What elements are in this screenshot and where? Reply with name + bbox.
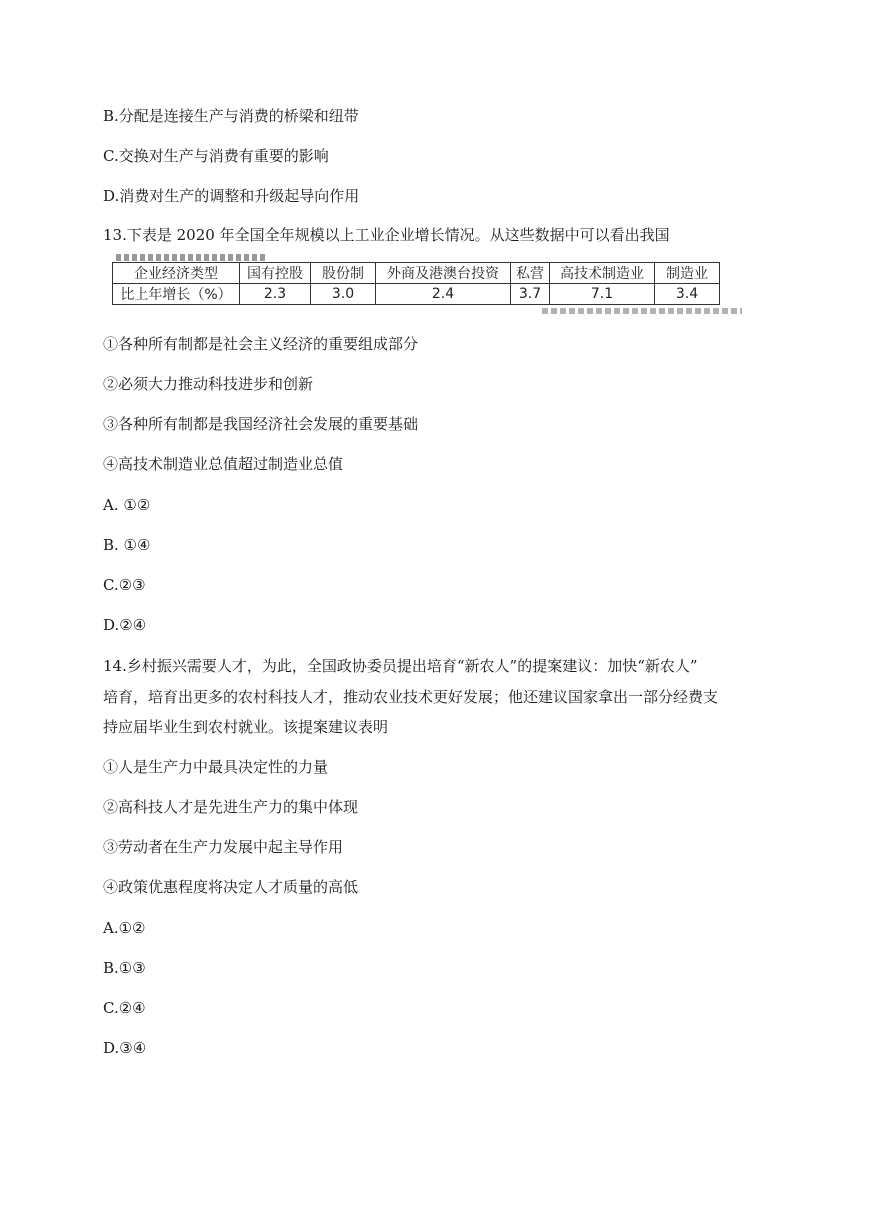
question-14-stem-line-3: 持应届毕业生到农村就业。该提案建议表明 — [103, 718, 389, 736]
table-cell: 3.0 — [311, 284, 376, 305]
option-c-line: C.交换对生产与消费有重要的影响 — [103, 147, 329, 165]
table-cell: 3.4 — [655, 284, 720, 305]
cropped-text-fragment-top — [116, 254, 266, 261]
question-13-stem: 13.下表是 2020 年全国全年规模以上工业企业增长情况。从这些数据中可以看出我国 — [103, 226, 670, 244]
table-cell: 3.7 — [511, 284, 550, 305]
q13-statement-3: ③各种所有制都是我国经济社会发展的重要基础 — [103, 415, 419, 433]
q13-option-b: B. ①④ — [103, 536, 151, 554]
option-d-line: D.消费对生产的调整和升级起导向作用 — [103, 187, 360, 205]
question-14-stem-line-2: 培育，培育出更多的农村科技人才，推动农业技术更好发展；他还建议国家拿出一部分经费支 — [103, 688, 719, 706]
q13-option-a: A. ①② — [103, 496, 151, 514]
option-b-line: B.分配是连接生产与消费的桥梁和纽带 — [103, 107, 359, 125]
table-header-cell: 制造业 — [655, 263, 720, 284]
q14-statement-2: ②高科技人才是先进生产力的集中体现 — [103, 798, 359, 816]
q14-statement-4: ④政策优惠程度将决定人才质量的高低 — [103, 878, 359, 896]
table-cell: 7.1 — [550, 284, 655, 305]
q14-statement-3: ③劳动者在生产力发展中起主导作用 — [103, 838, 344, 856]
table-header-cell: 国有控股 — [240, 263, 311, 284]
q14-statement-1: ①人是生产力中最具决定性的力量 — [103, 758, 329, 776]
table-header-cell: 高技术制造业 — [550, 263, 655, 284]
q14-option-b: B.①③ — [103, 959, 146, 977]
table-row-label: 比上年增长（%） — [113, 284, 240, 305]
table-cell: 2.3 — [240, 284, 311, 305]
cropped-text-fragment-bottom — [542, 308, 742, 314]
q14-option-c: C.②④ — [103, 999, 146, 1017]
q13-option-d: D.②④ — [103, 616, 147, 634]
q14-option-d: D.③④ — [103, 1039, 147, 1057]
table-row — [113, 284, 720, 305]
growth-table-image — [112, 254, 750, 314]
table-cell: 2.4 — [376, 284, 511, 305]
table-header-cell: 外商及港澳台投资 — [376, 263, 511, 284]
q13-statement-4: ④高技术制造业总值超过制造业总值 — [103, 455, 344, 473]
table-header-cell: 私营 — [511, 263, 550, 284]
q13-statement-1: ①各种所有制都是社会主义经济的重要组成部分 — [103, 335, 419, 353]
q13-option-c: C.②③ — [103, 576, 146, 594]
question-14-stem-line-1: 14.乡村振兴需要人才，为此，全国政协委员提出培育“新农人”的提案建议：加快“新农人” — [103, 657, 698, 675]
growth-table — [112, 262, 720, 305]
table-header-cell: 股份制 — [311, 263, 376, 284]
table-header-row — [113, 263, 720, 284]
q13-statement-2: ②必须大力推动科技进步和创新 — [103, 375, 314, 393]
q14-option-a: A.①② — [103, 919, 146, 937]
table-header-cell: 企业经济类型 — [113, 263, 240, 284]
